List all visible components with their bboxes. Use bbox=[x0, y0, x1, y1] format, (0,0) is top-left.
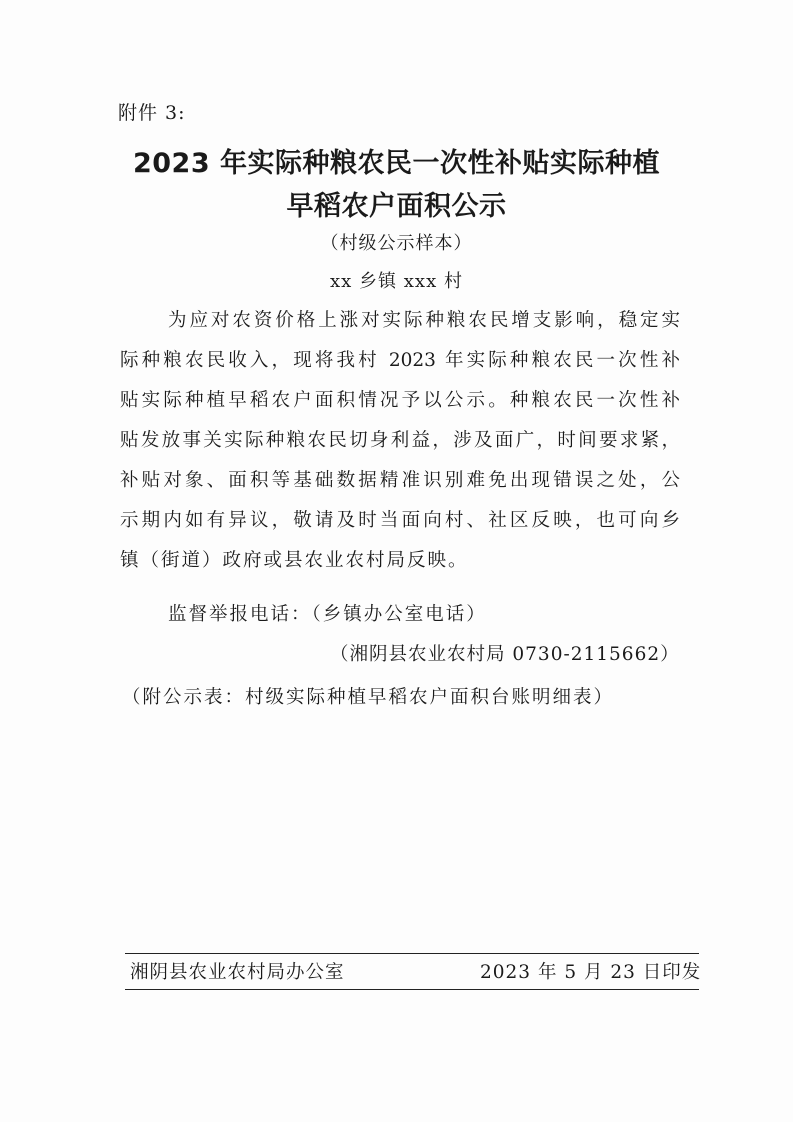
attached-table-note: （附公示表：村级实际种植早稻农户面积台账明细表） bbox=[122, 687, 615, 708]
village-name: xx 乡镇 xxx 村 bbox=[330, 271, 463, 292]
county-bureau-hotline: （湘阴县农业农村局 0730-2115662） bbox=[330, 644, 680, 665]
body-paragraph-line: 补贴对象、面积等基础数据精准识别难免出现错误之处，公 bbox=[120, 470, 680, 491]
supervision-hotline: 监督举报电话：（乡镇办公室电话） bbox=[168, 604, 487, 625]
body-paragraph-line: 为应对农资价格上涨对实际种粮农民增支影响，稳定实 bbox=[168, 310, 680, 331]
body-paragraph-line: 示期内如有异议，敬请及时当面向村、社区反映，也可向乡 bbox=[120, 510, 680, 531]
footer-bottom-rule bbox=[125, 989, 699, 990]
attachment-label: 附件 3: bbox=[118, 102, 186, 124]
footer-date: 2023 年 5 月 23 日印发 bbox=[480, 962, 702, 983]
document-subtitle: （村级公示样本） bbox=[320, 233, 473, 254]
document-title-line-1: 2023 年实际种粮农民一次性补贴实际种植 bbox=[132, 148, 661, 179]
footer-issuer: 湘阴县农业农村局办公室 bbox=[130, 962, 345, 983]
body-paragraph-line: 际种粮农民收入，现将我村 2023 年实际种粮农民一次性补 bbox=[120, 350, 680, 371]
body-paragraph-line: 贴发放事关实际种粮农民切身利益，涉及面广，时间要求紧， bbox=[120, 430, 680, 451]
body-paragraph-line: 贴实际种植早稻农户面积情况予以公示。种粮农民一次性补 bbox=[120, 390, 680, 411]
footer-top-rule bbox=[125, 953, 699, 954]
body-paragraph-line: 镇（街道）政府或县农业农村局反映。 bbox=[120, 550, 469, 571]
document-title-line-2: 早稻农户面积公示 bbox=[286, 191, 507, 222]
